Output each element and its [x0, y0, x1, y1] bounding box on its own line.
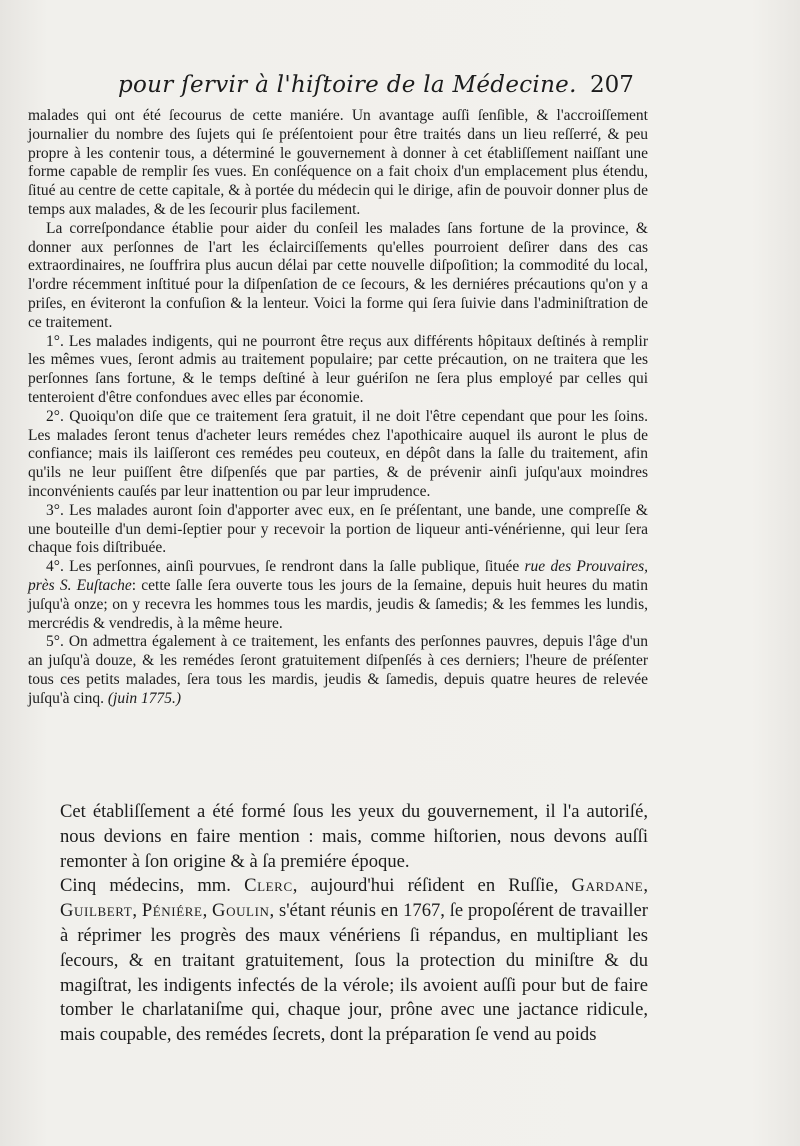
- paragraph-article-4: [28, 558, 648, 633]
- article-5-text: 5°. On admettra également à ce traitement, les enfants des perſonnes pauvres, depuis l'âge d'un an juſqu'à douze, & les remédes ſeront gratuitement diſpenſés à ces derniers; l'heure de préſenter tous ces petits malades, ſera tous les mardis, jeudis & ſamedis, depuis quatre heures de relevée juſqu'à cinq.: [28, 633, 648, 707]
- paragraph-continuation: malades qui ont été ſecourus de cette maniére. Un avantage auſſi ſenſible, & l'accroiſſement journalier du nombre des ſujets qui ſe préſentoient pour être traités dans un lieu reſſerré, & peu propre à les contenir tous, a déterminé le gouvernement à donner à cet établiſſement naiſſant une forme capable de remplir ſes vues. En conſéquence on a fait choix d'un emplacement plus étendu, ſitué au centre de cette capitale, & à portée du médecin qui le dirige, afin de pouvoir donner plus de temps aux malades, & de les ſecourir plus facilement.: [28, 107, 648, 218]
- page-number: 207: [590, 72, 634, 98]
- paragraph-article-5: [28, 633, 648, 708]
- article-5-date: (juin 1775.): [107, 689, 182, 707]
- small-print-section: [28, 107, 648, 709]
- physicians-comma-3: ,: [202, 900, 208, 922]
- article-4-text-b: : cette ſalle ſera ouverte tous les jours de la ſemaine, depuis huit heures du matin juſqu'à onze; on y recevra les hommes tous les mardis, jeudis & ſamedis; & les femmes les lundis, mercrédis & vendredis, à la même heure.: [28, 576, 648, 632]
- name-guilbert: Guilbert: [60, 900, 133, 922]
- physicians-comma-1: ,: [643, 875, 648, 897]
- running-header: [118, 72, 658, 108]
- paragraph-article-1: 1°. Les malades indigents, qui ne pourront être reçus aux différents hôpitaux deſtinés à remplir les mêmes vues, ſeront admis au traitement populaire; par cette précaution, on ne traitera que les perſonnes ſans fortune, & le temps deſtiné à leur guériſon ne ſera plus employé par celles qui tenteroient d'être confondues avec elles par économie.: [28, 332, 648, 406]
- paragraph-article-2: 2°. Quoiqu'on diſe que ce traitement ſera gratuit, il ne doit l'être cependant que pour les ſoins. Les malades ſeront tenus d'acheter leurs remédes chez l'apothicaire auquel ils auront le plus de confiance; mais ils laiſſeront ces remédes peu couteux, en dépôt dans la ſalle du traitement, afin qu'ils ne leur puiſſent être diſpenſés que par parties, & de prévenir ainſi juſqu'aux moindres inconvénients cauſés par leur inattention ou par leur imprudence.: [28, 407, 648, 500]
- paragraph-five-physicians: [60, 874, 648, 1048]
- name-clerc: Clerc: [244, 875, 293, 897]
- physicians-comma-2: ,: [132, 900, 137, 922]
- article-4-address: rue des Prouvaires, près S. Euſtache: [28, 558, 649, 594]
- paragraph-establishment: Cet établiſſement a été formé ſous les yeux du gouvernement, il l'a autoriſé, nous devions en faire mention : mais, comme hiſtorien, nous devons auſſi remonter à ſon origine & à ſa premiére époque.: [60, 801, 648, 872]
- paragraph-article-3: 3°. Les malades auront ſoin d'apporter avec eux, en ſe préſentant, une bande, une compreſſe & une bouteille d'un demi-ſeptier pour y recevoir la portion de liqueur anti-vénérienne, qui leur ſera chaque fois diſtribuée.: [28, 501, 648, 557]
- physicians-text-f: , s'étant réunis en 1767, ſe propoſérent de travailler à réprimer les progrès des maux vénériens ſi répandus, en multipliant les ſecours, & en traitant gratuitement, ſous la protection du miniſtre & du magiſtrat, les indigents infectés de la vérole; ils avoient auſſi pour but de faire tomber le charlataniſme qui, chaque jour, prône avec une jactance ridicule, mais coupable, des remédes ſecrets, dont la préparation ſe vend au poids: [60, 900, 648, 1046]
- main-text-section: [60, 800, 648, 1048]
- physicians-text-b: , aujourd'hui réſident en Ruſſie,: [292, 875, 559, 897]
- physicians-intro: Cinq médecins, mm.: [60, 875, 231, 897]
- name-goulin: Goulin: [212, 900, 270, 922]
- running-title: pour ſervir à l'hiſtoire de la Médecine.: [118, 72, 577, 98]
- name-peniere: Péniére: [141, 900, 203, 922]
- paragraph-correspondence: La correſpondance établie pour aider du conſeil les malades ſans fortune de la province, & donner aux perſonnes de l'art les éclairciſſements qu'elles pourroient deſirer dans des cas extraordinaires, ne ſouffrira plus aucun délai par cette nouvelle diſpoſition; la commodité du local, l'ordre récemment inſtitué pour la diſpenſation de ce ſecours, & les derniéres précautions qu'on y a priſes, en éviteront la confuſion & la lenteur. Voici la forme qui ſera ſuivie dans l'adminiſtration de ce traitement.: [28, 219, 648, 331]
- article-4-text-a: 4°. Les perſonnes, ainſi pourvues, ſe rendront dans la ſalle publique, ſituée: [46, 558, 520, 576]
- name-gardane: Gardane: [571, 875, 644, 897]
